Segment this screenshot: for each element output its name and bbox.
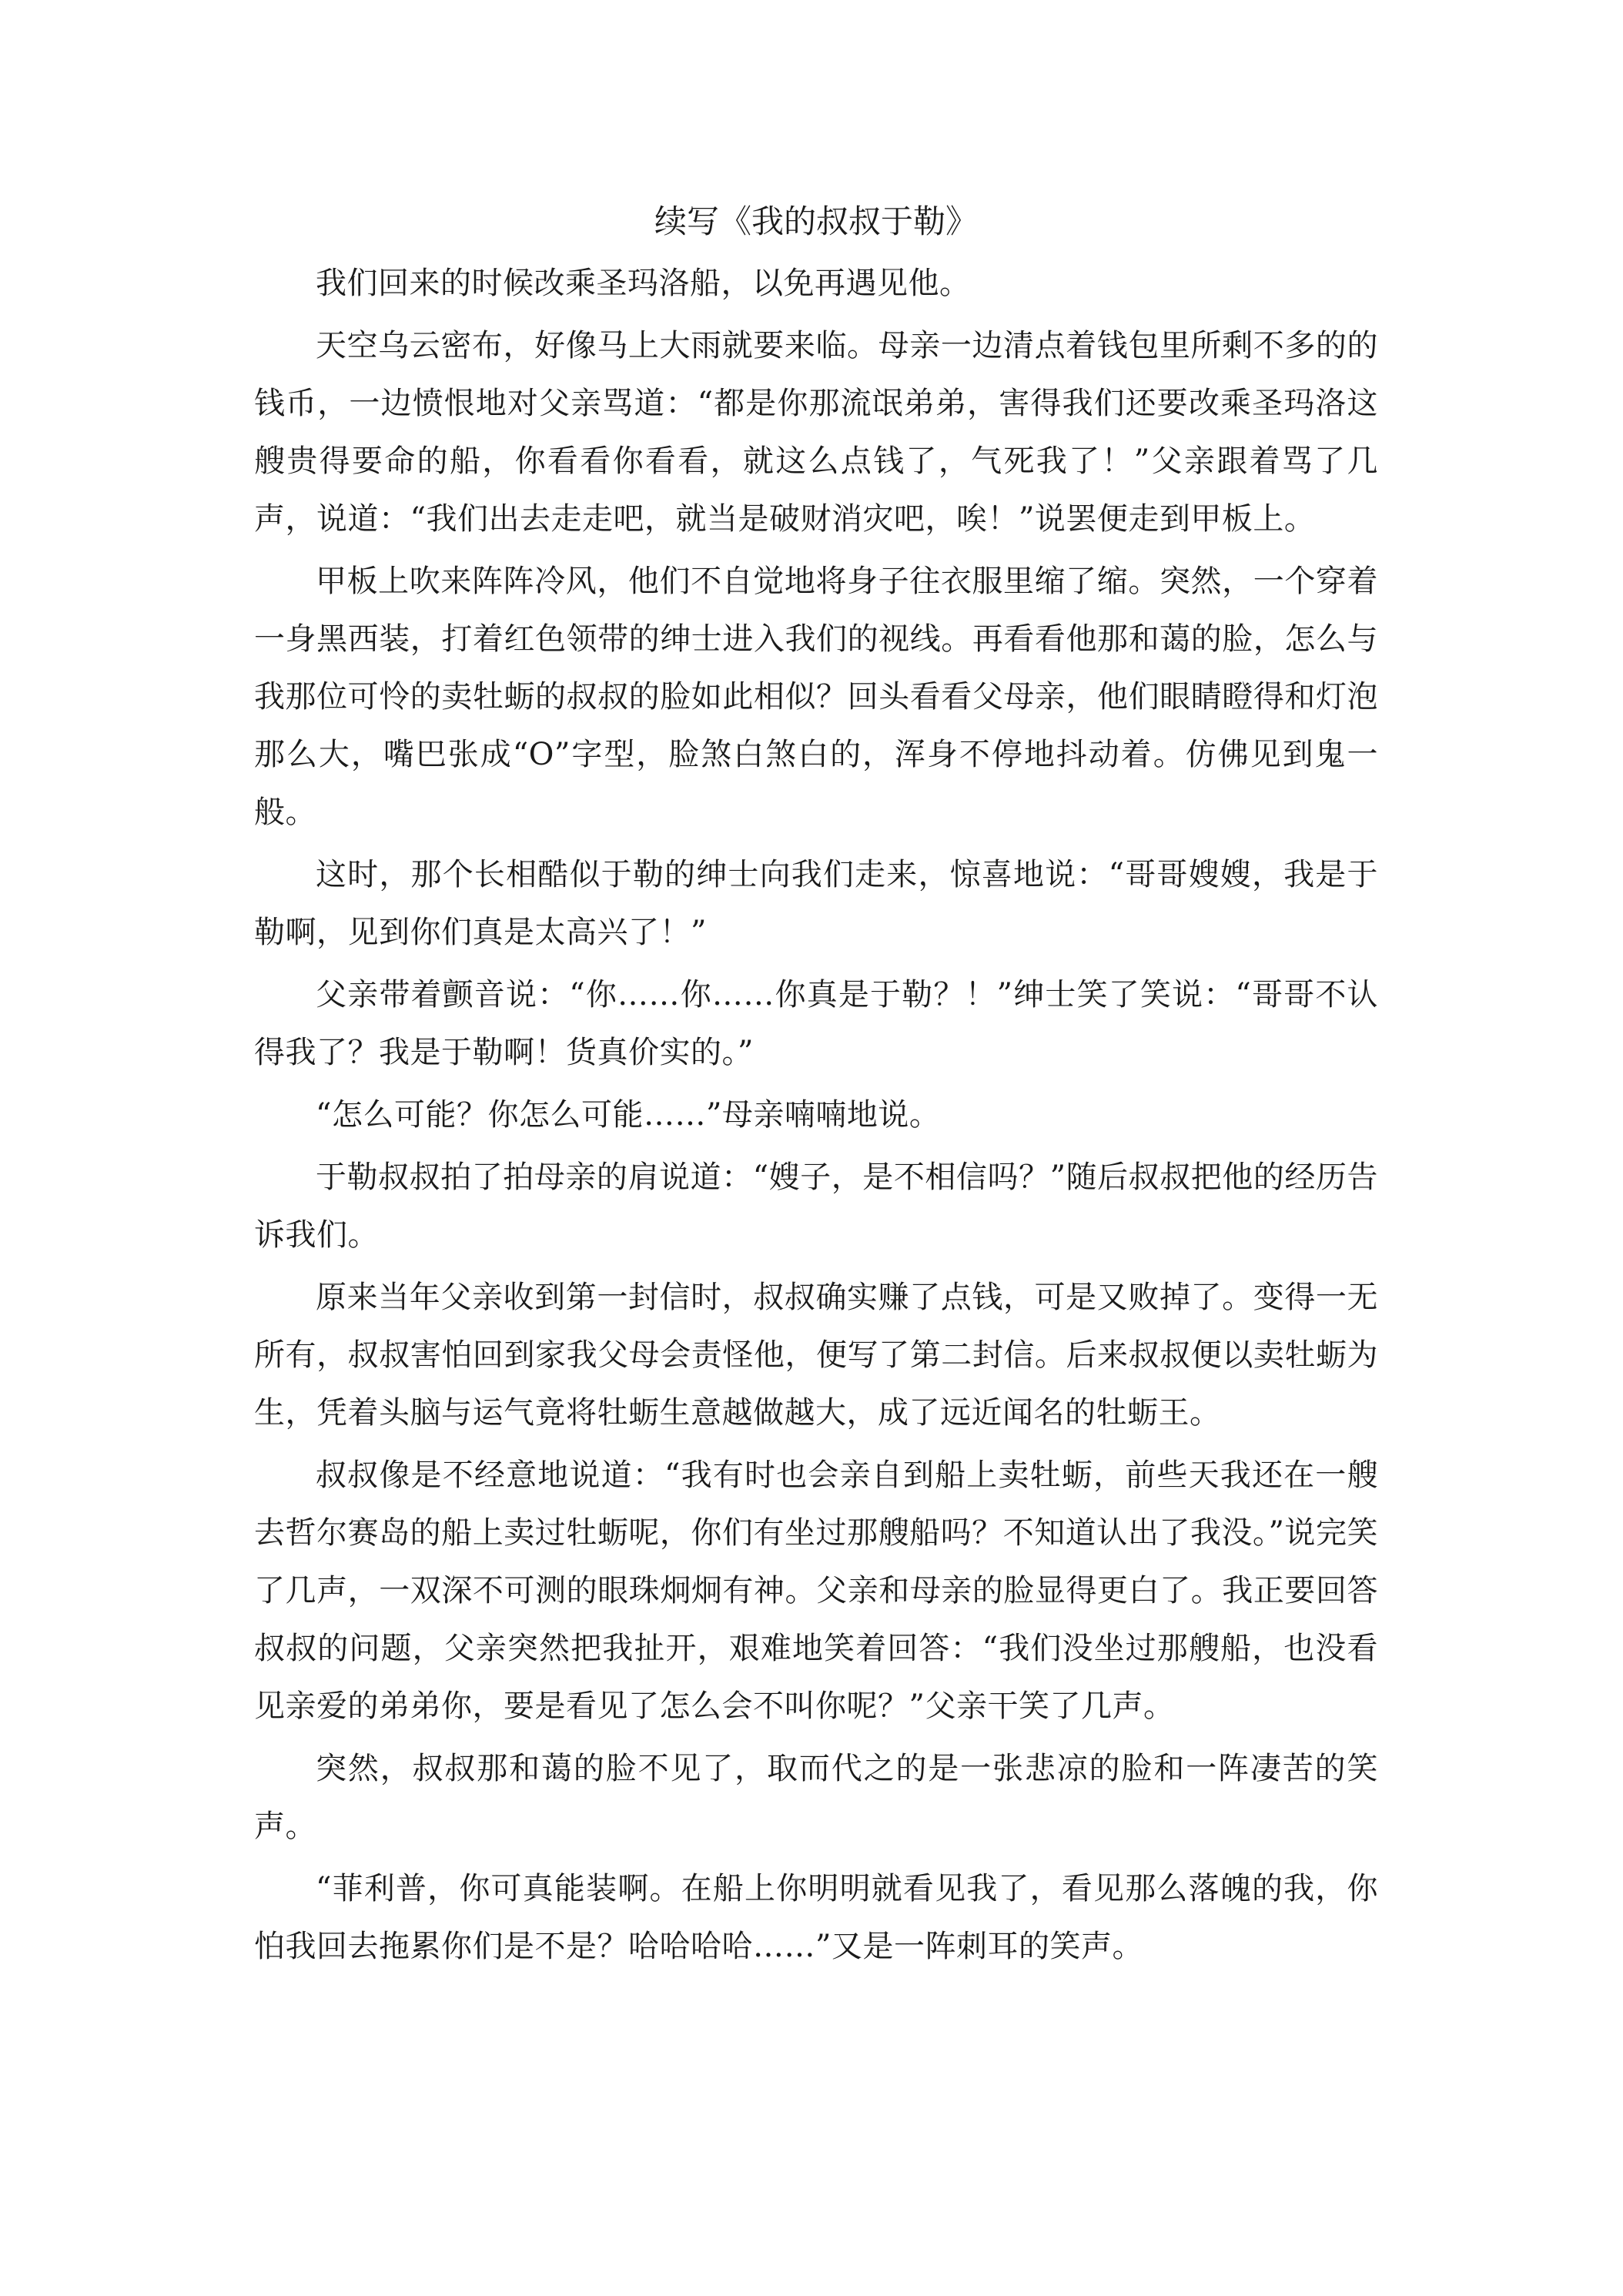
paragraph: “菲利普，你可真能装啊。在船上你明明就看见我了，看见那么落魄的我，你怕我回去拖累你们是不是？哈哈哈哈……”又是一阵刺耳的笑声。 [254, 1871, 1378, 1964]
paragraph: 叔叔像是不经意地说道：“我有时也会亲自到船上卖牡蛎，前些天我还在一艘去哲尔赛岛的船上卖过牡蛎呢，你们有坐过那艘船吗？不知道认出了我没。”说完笑了几声，一双深不可测的眼珠炯炯有神。父亲和母亲的脸显得更白了。我正要回答叔叔的问题，父亲突然把我扯开，艰难地笑着回答：“我们没坐过那艘船，也没看见亲爱的弟弟你，要是看见了怎么会不叫你呢？”父亲干笑了几声。 [254, 1458, 1378, 1724]
paragraph: 于勒叔叔拍了拍母亲的肩说道：“嫂子，是不相信吗？”随后叔叔把他的经历告诉我们。 [254, 1160, 1378, 1253]
paragraph: 我们回来的时候改乘圣玛洛船，以免再遇见他。 [316, 266, 971, 301]
paragraph: “怎么可能？你怎么可能……”母亲喃喃地说。 [316, 1097, 941, 1133]
paragraph: 这时，那个长相酷似于勒的绅士向我们走来，惊喜地说：“哥哥嫂嫂，我是于勒啊，见到你们真是太高兴了！” [254, 857, 1378, 950]
paragraph: 甲板上吹来阵阵冷风，他们不自觉地将身子往衣服里缩了缩。突然，一个穿着一身黑西装，打着红色领带的绅士进入我们的视线。再看看他那和蔼的脸，怎么与我那位可怜的卖牡蛎的叔叔的脸如此相似？回头看看父母亲，他们眼睛瞪得和灯泡那么大，嘴巴张成“O”字型，脸煞白煞白的，浑身不停地抖动着。仿佛见到鬼一般。 [254, 564, 1378, 830]
paragraph: 突然，叔叔那和蔼的脸不见了，取而代之的是一张悲凉的脸和一阵凄苦的笑声。 [254, 1751, 1378, 1844]
paragraph: 父亲带着颤音说：“你……你……你真是于勒？！”绅士笑了笑说：“哥哥不认得我了？我是于勒啊！货真价实的。” [254, 977, 1378, 1070]
paragraph: 天空乌云密布，好像马上大雨就要来临。母亲一边清点着钱包里所剩不多的的钱币，一边愤恨地对父亲骂道：“都是你那流氓弟弟，害得我们还要改乘圣玛洛这艘贵得要命的船，你看看你看看，就这么点钱了，气死我了！”父亲跟着骂了几声，说道：“我们出去走走吧，就当是破财消灾吧，唉！”说罢便走到甲板上。 [254, 328, 1378, 537]
paragraph: 原来当年父亲收到第一封信时，叔叔确实赚了点钱，可是又败掉了。变得一无所有，叔叔害怕回到家我父母会责怪他，便写了第二封信。后来叔叔便以卖牡蛎为生，凭着头脑与运气竟将牡蛎生意越做越大，成了远近闻名的牡蛎王。 [254, 1280, 1378, 1431]
document-body [254, 192, 1378, 1980]
document-title: 续写《我的叔叔于勒》 [654, 202, 978, 240]
